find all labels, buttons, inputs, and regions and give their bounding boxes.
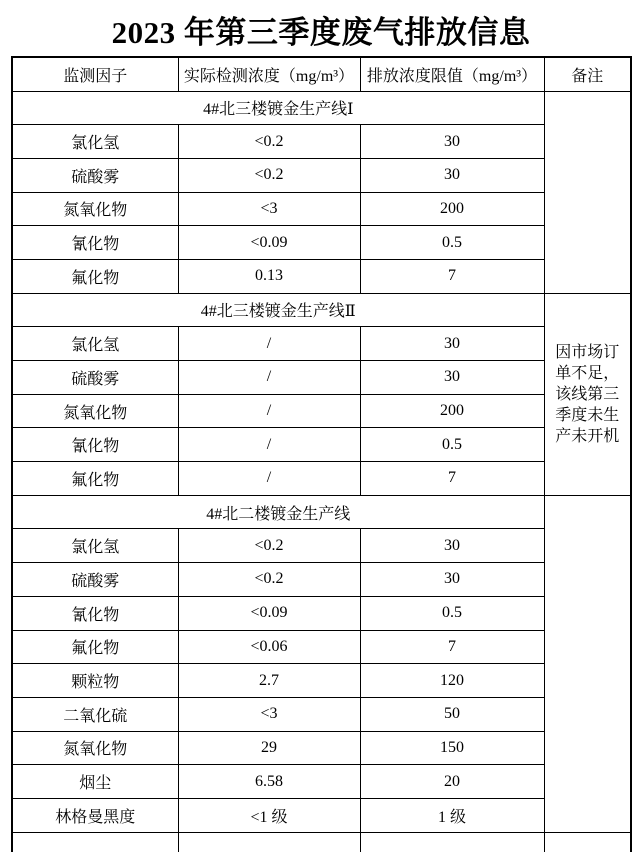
cell-measured: 0.13 bbox=[178, 259, 360, 293]
cell-factor: 氰化物 bbox=[12, 428, 178, 462]
cell-limit: 0.5 bbox=[360, 596, 544, 630]
cell-factor: 氟化物 bbox=[12, 630, 178, 664]
table-row bbox=[12, 125, 631, 159]
table-row bbox=[12, 394, 631, 428]
cell-measured: / bbox=[178, 327, 360, 361]
cell-limit bbox=[360, 832, 544, 852]
cell-limit: 7 bbox=[360, 259, 544, 293]
remark-cell-section-2: 因市场订单不足，该线第三季度未生产未开机 bbox=[544, 293, 631, 495]
cell-limit: 30 bbox=[360, 125, 544, 159]
cell-limit: 7 bbox=[360, 462, 544, 496]
table-row bbox=[12, 664, 631, 698]
cell-measured: / bbox=[178, 361, 360, 395]
page-title: 2023 年第三季度废气排放信息 bbox=[111, 15, 531, 50]
column-header-measured: 实际检测浓度（mg/m³） bbox=[178, 57, 360, 91]
cell-factor bbox=[12, 832, 178, 852]
cell-limit: 200 bbox=[360, 394, 544, 428]
cell-limit: 150 bbox=[360, 731, 544, 765]
table-header-row bbox=[12, 57, 631, 91]
cell-limit: 7 bbox=[360, 630, 544, 664]
cell-factor: 氟化物 bbox=[12, 259, 178, 293]
section-header-row-2 bbox=[12, 293, 631, 327]
cell-limit: 1 级 bbox=[360, 798, 544, 832]
cell-measured: 29 bbox=[178, 731, 360, 765]
table-row bbox=[12, 192, 631, 226]
cell-measured: / bbox=[178, 462, 360, 496]
cell-limit: 30 bbox=[360, 563, 544, 597]
column-header-remark: 备注 bbox=[544, 57, 631, 91]
table-row bbox=[12, 327, 631, 361]
table-row bbox=[12, 259, 631, 293]
cell-measured: <3 bbox=[178, 697, 360, 731]
section-title-line-3: 4#北二楼镀金生产线 bbox=[12, 495, 544, 529]
table-row bbox=[12, 630, 631, 664]
section-title-line-2: 4#北三楼镀金生产线Ⅱ bbox=[12, 293, 544, 327]
cell-limit: 120 bbox=[360, 664, 544, 698]
table-row bbox=[12, 226, 631, 260]
cell-factor: 硫酸雾 bbox=[12, 361, 178, 395]
document-page bbox=[0, 10, 642, 852]
table-continuation-row bbox=[12, 832, 631, 852]
cell-measured: <0.2 bbox=[178, 563, 360, 597]
cell-factor: 氟化物 bbox=[12, 462, 178, 496]
table-row bbox=[12, 158, 631, 192]
cell-factor: 氮氧化物 bbox=[12, 394, 178, 428]
column-header-factor: 监测因子 bbox=[12, 57, 178, 91]
cell-measured: 6.58 bbox=[178, 765, 360, 799]
cell-measured: <0.09 bbox=[178, 596, 360, 630]
cell-limit: 30 bbox=[360, 529, 544, 563]
cell-factor: 颗粒物 bbox=[12, 664, 178, 698]
table-row bbox=[12, 731, 631, 765]
cell-limit: 50 bbox=[360, 697, 544, 731]
cell-measured: 2.7 bbox=[178, 664, 360, 698]
cell-limit: 20 bbox=[360, 765, 544, 799]
section-header-row-3 bbox=[12, 495, 631, 529]
cell-measured: / bbox=[178, 428, 360, 462]
cell-measured: <0.2 bbox=[178, 125, 360, 159]
emissions-table bbox=[11, 56, 632, 852]
cell-remark bbox=[544, 832, 631, 852]
table-row bbox=[12, 596, 631, 630]
cell-measured bbox=[178, 832, 360, 852]
table-row bbox=[12, 798, 631, 832]
cell-limit: 30 bbox=[360, 361, 544, 395]
cell-limit: 200 bbox=[360, 192, 544, 226]
cell-factor: 林格曼黑度 bbox=[12, 798, 178, 832]
section-header-row-1 bbox=[12, 91, 631, 125]
table-row bbox=[12, 462, 631, 496]
column-header-limit: 排放浓度限值（mg/m³） bbox=[360, 57, 544, 91]
table-row bbox=[12, 563, 631, 597]
cell-measured: <3 bbox=[178, 192, 360, 226]
cell-factor: 氮氧化物 bbox=[12, 192, 178, 226]
remark-cell-section-1 bbox=[544, 91, 631, 293]
cell-measured: / bbox=[178, 394, 360, 428]
cell-measured: <0.09 bbox=[178, 226, 360, 260]
table-row bbox=[12, 765, 631, 799]
table-row bbox=[12, 361, 631, 395]
cell-factor: 烟尘 bbox=[12, 765, 178, 799]
table-row bbox=[12, 428, 631, 462]
cell-limit: 0.5 bbox=[360, 428, 544, 462]
cell-factor: 氯化氢 bbox=[12, 529, 178, 563]
remark-cell-section-3 bbox=[544, 495, 631, 832]
cell-factor: 硫酸雾 bbox=[12, 158, 178, 192]
cell-limit: 30 bbox=[360, 158, 544, 192]
table-row bbox=[12, 697, 631, 731]
cell-limit: 30 bbox=[360, 327, 544, 361]
cell-factor: 二氧化硫 bbox=[12, 697, 178, 731]
cell-measured: <0.06 bbox=[178, 630, 360, 664]
cell-factor: 氯化氢 bbox=[12, 327, 178, 361]
cell-factor: 氮氧化物 bbox=[12, 731, 178, 765]
table-row bbox=[12, 529, 631, 563]
cell-factor: 氰化物 bbox=[12, 226, 178, 260]
cell-measured: <1 级 bbox=[178, 798, 360, 832]
cell-measured: <0.2 bbox=[178, 529, 360, 563]
cell-measured: <0.2 bbox=[178, 158, 360, 192]
cell-factor: 氯化氢 bbox=[12, 125, 178, 159]
cell-limit: 0.5 bbox=[360, 226, 544, 260]
section-title-line-1: 4#北三楼镀金生产线Ⅰ bbox=[12, 91, 544, 125]
cell-factor: 硫酸雾 bbox=[12, 563, 178, 597]
cell-factor: 氰化物 bbox=[12, 596, 178, 630]
